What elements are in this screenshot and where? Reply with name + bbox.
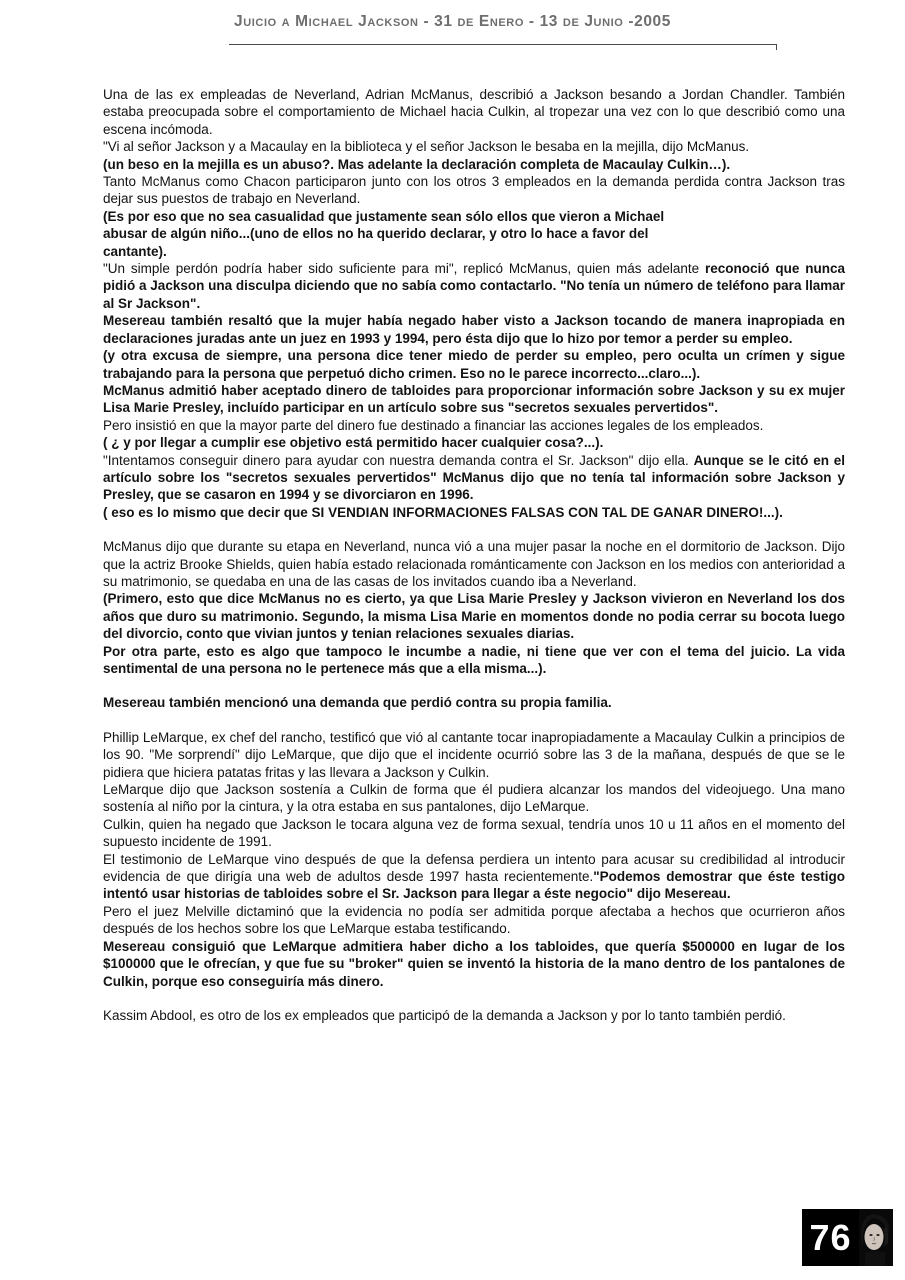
bold-text-run: (un beso en la mejilla es un abuso?. Mas adelante la declaración completa de Macaulay Culkin…). [103,156,731,172]
bold-text-run: Por otra parte, esto es algo que tampoco le incumbe a nadie, ni tiene que ver con el tema del juicio. La vida sentimental de una persona no le pertenece más que a ella misma...). [103,643,845,676]
text-run: "Intentamos conseguir dinero para ayudar con nuestra demanda contra el Sr. Jackson" dijo ella. [103,452,694,468]
paragraph [103,938,845,990]
paragraph [103,643,845,678]
paragraph [103,382,845,417]
paragraph [103,225,845,242]
paragraph [103,347,845,382]
paragraph [103,156,845,173]
paragraph [103,173,845,208]
bold-text-run: (y otra excusa de siempre, una persona dice tener miedo de perder su empleo, pero oculta un crímen y sigue trabajando para la persona que perpetuó dicho crimen. Eso no le parece incorrecto...claro...). [103,348,845,381]
page-header-title: Juicio a Michael Jackson - 31 de Enero - 13 de Junio -2005 [234,13,671,30]
paragraph [103,86,845,138]
paragraph [103,243,845,260]
page-number-badge: 76 [802,1209,859,1266]
bold-text-run: ( ¿ y por llegar a cumplir ese objetivo está permitido hacer cualquier cosa?...). [103,435,604,451]
text-run: Pero el juez Melville dictaminó que la evidencia no podía ser admitida porque afectaba a hechos que ocurrieron años después de los hechos sobre los que LeMarque estaba testificando. [103,903,845,937]
paragraph [103,694,845,711]
bold-text-run: McManus admitió haber aceptado dinero de tabloides para proporcionar información sobre Jackson y su ex mujer Lisa Marie Presley, incluído participar en un artículo sobre sus "secretos sexuales pervertidos". [103,382,845,416]
bold-text-run: (Primero, esto que dice McManus no es cierto, ya que Lisa Marie Presley y Jackson vivieron en Neverland los dos años que duro su matrimonio. Segundo, la misma Lisa Marie en momentos donde no podia cerrar su bocota luego del divorcio, conto que vivian juntos y tenian relaciones sexuales diarias. [103,591,845,642]
text-run: LeMarque dijo que Jackson sostenía a Culkin de forma que él pudiera alcanzar los mandos del videojuego. Una mano sostenía al niño por la cintura, y la otra estaba en sus pantalones, dijo LeMarque. [103,782,845,815]
text-run: Culkin, quien ha negado que Jackson le tocara alguna vez de forma sexual, tendría unos 10 u 11 años en el momento del supuesto incidente de 1991. [103,816,845,850]
paragraph [103,312,845,347]
paragraph [103,452,845,504]
bold-text-run: ( eso es lo mismo que decir que SI VENDIAN INFORMACIONES FALSAS CON TAL DE GANAR DINERO!...). [103,504,783,520]
paragraph [103,1007,845,1024]
bold-text-run: Mesereau consiguió que LeMarque admitiera haber dicho a los tabloides, que quería $500000 en lugar de los $100000 que le ofrecían, y que fue su "broker" quien se inventó la historia de la mano dentro de los pantalones de Culkin, porque eso conseguiría más dinero. [103,938,845,989]
paragraph [103,138,845,155]
bold-text-run: Mesereau también resaltó que la mujer había negado haber visto a Jackson tocando de manera inapropiada en declaraciones juradas ante un juez en 1993 y 1994, pero ésta dijo que lo hizo por temor a perder su empleo. [103,313,845,346]
text-run: Tanto McManus como Chacon participaron junto con los otros 3 empleados en la demanda perdida contra Jackson tras dejar sus puestos de trabajo en Neverland. [103,174,845,207]
text-run: "Vi al señor Jackson y a Macaulay en la biblioteca y el señor Jackson le besaba en la mejilla, dijo McManus. [103,139,750,155]
michael-jackson-photo [859,1209,893,1266]
bold-text-run: abusar de algún niño...(uno de ellos no ha querido declarar, y otro lo hace a favor del [103,226,649,242]
bold-text-run: "Podemos demostrar que éste testigo intentó usar historias de tabloides sobre el Sr. Jackson para llegar a éste negocio" dijo Mesereau. [103,869,845,902]
footer-right-block [802,1209,893,1266]
header-divider [229,44,777,45]
document-body [103,86,845,1024]
paragraph [103,729,845,781]
bold-text-run: Aunque se le citó en el artículo sobre los "secretos sexuales pervertidos" McManus dijo que no tenía tal información sobre Jackson y Presley, que se casaron en 1994 y se divorciaron en 1996. [103,452,845,503]
paragraph [103,816,845,851]
paragraph [103,903,845,938]
text-run: El testimonio de LeMarque vino después de que la defensa perdiera un intento para acusar su credibilidad al introducir evidencia de que dirigía una web de adultos desde 1997 hasta recientemente. [103,851,845,885]
paragraph [103,434,845,451]
text-run: McManus dijo que durante su etapa en Neverland, nunca vió a una mujer pasar la noche en el dormitorio de Jackson. Dijo que la actriz Brooke Shields, quien había estado relacionada románticamente con Jackson en los medios con anterioridad a su matrimonio, se quedaba en una de las casas de los invitados cuando iba a Neverland. [103,539,845,589]
text-run: Phillip LeMarque, ex chef del rancho, testificó que vió al cantante tocar inapropiadamente a Macaulay Culkin a principios de los 90. "Me sorprendí" dijo LeMarque, que dijo que el incidente ocurrió sobre las 3 de la mañana, después de que se le pidiera que hiciera patatas fritas y las llevara a Jackson y Culkin. [103,729,845,780]
bold-text-run: Mesereau también mencionó una demanda que perdió contra su propia familia. [103,695,612,711]
text-run: Una de las ex empleadas de Neverland, Adrian McManus, describió a Jackson besando a Jordan Chandler. También estaba preocupada sobre el comportamiento de Michael hacia Culkin, al tropezar una vez con lo que describió como una escena incómoda. [103,87,845,137]
bold-text-run: reconoció que nunca pidió a Jackson una disculpa diciendo que no sabía como contactarlo. "No tenía un número de teléfono para llamar al Sr Jackson". [103,261,845,311]
paragraph [103,781,845,816]
paragraph [103,504,845,521]
paragraph [103,851,845,903]
bold-text-run: (Es por eso que no sea casualidad que justamente sean sólo ellos que vieron a Michael [103,208,665,224]
paragraph [103,260,845,312]
text-run: Kassim Abdool, es otro de los ex empleados que participó de la demanda a Jackson y por lo tanto también perdió. [103,1007,786,1023]
paragraph [103,208,845,225]
paragraph [103,417,845,434]
paragraph [103,538,845,590]
paragraph [103,590,845,642]
text-run: "Un simple perdón podría haber sido suficiente para mi", replicó McManus, quien más adelante [103,261,705,277]
text-run: Pero insistió en que la mayor parte del dinero fue destinado a financiar las acciones legales de los empleados. [103,417,764,433]
bold-text-run: cantante). [103,243,167,259]
